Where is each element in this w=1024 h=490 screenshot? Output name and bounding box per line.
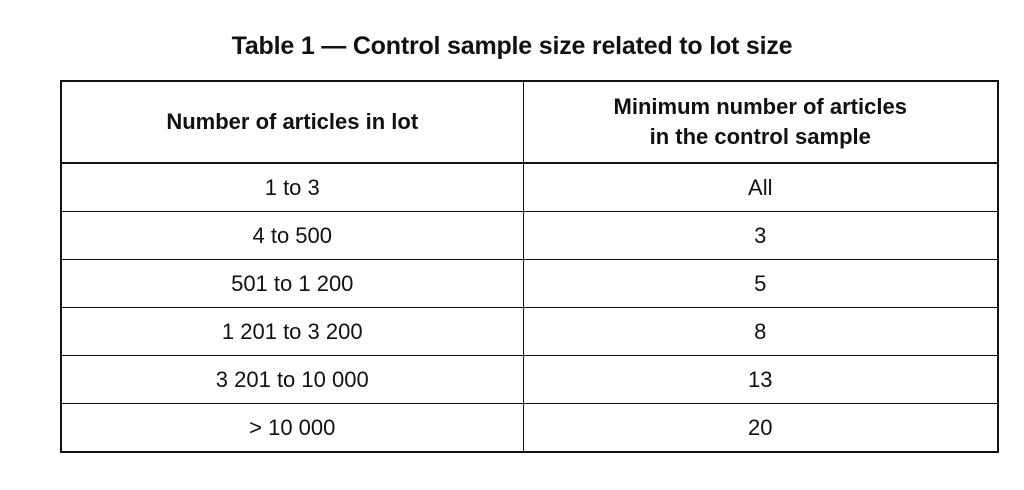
lot-size-cell: 501 to 1 200 [61, 260, 523, 308]
lot-size-cell: 1 201 to 3 200 [61, 308, 523, 356]
header-line: in the control sample [649, 124, 871, 149]
table-header-row [61, 81, 998, 163]
table-row [61, 356, 998, 404]
sample-size-cell: 8 [523, 308, 998, 356]
table-row [61, 260, 998, 308]
header-line: Minimum number of articles [613, 94, 907, 119]
table-row [61, 212, 998, 260]
header-articles-in-lot [61, 81, 523, 163]
table-row [61, 163, 998, 212]
sample-size-cell: 3 [523, 212, 998, 260]
table-row [61, 308, 998, 356]
sample-size-cell: 20 [523, 404, 998, 453]
header-minimum-articles [523, 81, 998, 163]
control-sample-table [60, 80, 999, 453]
table-row [61, 404, 998, 453]
table-caption: Table 1 — Control sample size related to lot size [231, 32, 793, 60]
sample-size-cell: All [523, 163, 998, 212]
lot-size-cell: 1 to 3 [61, 163, 523, 212]
lot-size-cell: > 10 000 [61, 404, 523, 453]
sample-size-cell: 13 [523, 356, 998, 404]
header-line: Number of articles in lot [166, 109, 419, 134]
lot-size-cell: 4 to 500 [61, 212, 523, 260]
sample-size-cell: 5 [523, 260, 998, 308]
lot-size-cell: 3 201 to 10 000 [61, 356, 523, 404]
